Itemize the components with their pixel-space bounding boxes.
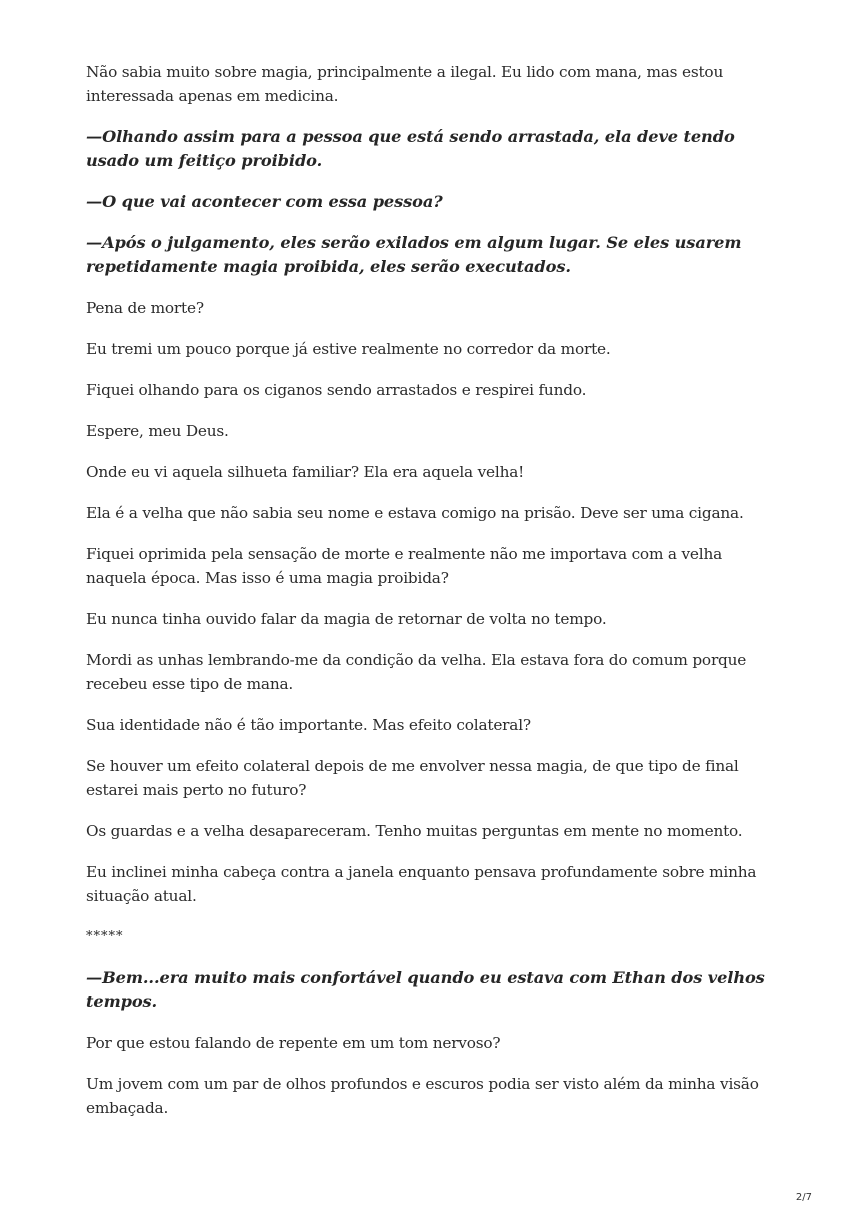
paragraph: Um jovem com um par de olhos profundos e escuros podia ser visto além da minha visão embaçada.: [86, 1075, 759, 1117]
paragraph: Não sabia muito sobre magia, principalmente a ilegal. Eu lido com mana, mas estou interessada apenas em medicina.: [86, 63, 724, 105]
paragraph: Por que estou falando de repente em um tom nervoso?: [86, 1034, 501, 1052]
dialogue-paragraph: —Bem...era muito mais confortável quando eu estava com Ethan dos velhos tempos.: [86, 968, 765, 1011]
paragraph: Fiquei oprimida pela sensação de morte e realmente não me importava com a velha naquela época. Mas isso é uma magia proibida?: [86, 545, 723, 587]
paragraph: Eu nunca tinha ouvido falar da magia de retornar de volta no tempo.: [86, 610, 607, 628]
paragraph: Fiquei olhando para os ciganos sendo arrastados e respirei fundo.: [86, 381, 587, 399]
dialogue-paragraph: —Olhando assim para a pessoa que está sendo arrastada, ela deve tendo usado um feitiço proibido.: [86, 127, 735, 170]
paragraph: Eu inclinei minha cabeça contra a janela enquanto pensava profundamente sobre minha situação atual.: [86, 863, 757, 905]
page-number: 2/7: [795, 1192, 812, 1203]
dialogue-paragraph: —O que vai acontecer com essa pessoa?: [86, 192, 443, 211]
paragraph: Espere, meu Deus.: [86, 422, 229, 440]
paragraph: Ela é a velha que não sabia seu nome e estava comigo na prisão. Deve ser uma cigana.: [86, 504, 744, 522]
paragraph: Pena de morte?: [86, 299, 204, 317]
dialogue-paragraph: —Após o julgamento, eles serão exilados em algum lugar. Se eles usarem repetidamente magia proibida, eles serão executados.: [86, 233, 742, 276]
paragraph: Sua identidade não é tão importante. Mas efeito colateral?: [86, 716, 531, 734]
paragraph: Mordi as unhas lembrando-me da condição da velha. Ela estava fora do comum porque recebeu esse tipo de mana.: [86, 651, 747, 693]
paragraph: Os guardas e a velha desapareceram. Tenho muitas perguntas em mente no momento.: [86, 822, 743, 840]
paragraph: Eu tremi um pouco porque já estive realmente no corredor da morte.: [86, 340, 611, 358]
document-page: [86, 60, 786, 1137]
paragraph: Onde eu vi aquela silhueta familiar? Ela era aquela velha!: [86, 463, 525, 481]
paragraph: Se houver um efeito colateral depois de me envolver nessa magia, de que tipo de final estarei mais perto no futuro?: [86, 757, 739, 799]
scene-separator: *****: [86, 929, 124, 944]
